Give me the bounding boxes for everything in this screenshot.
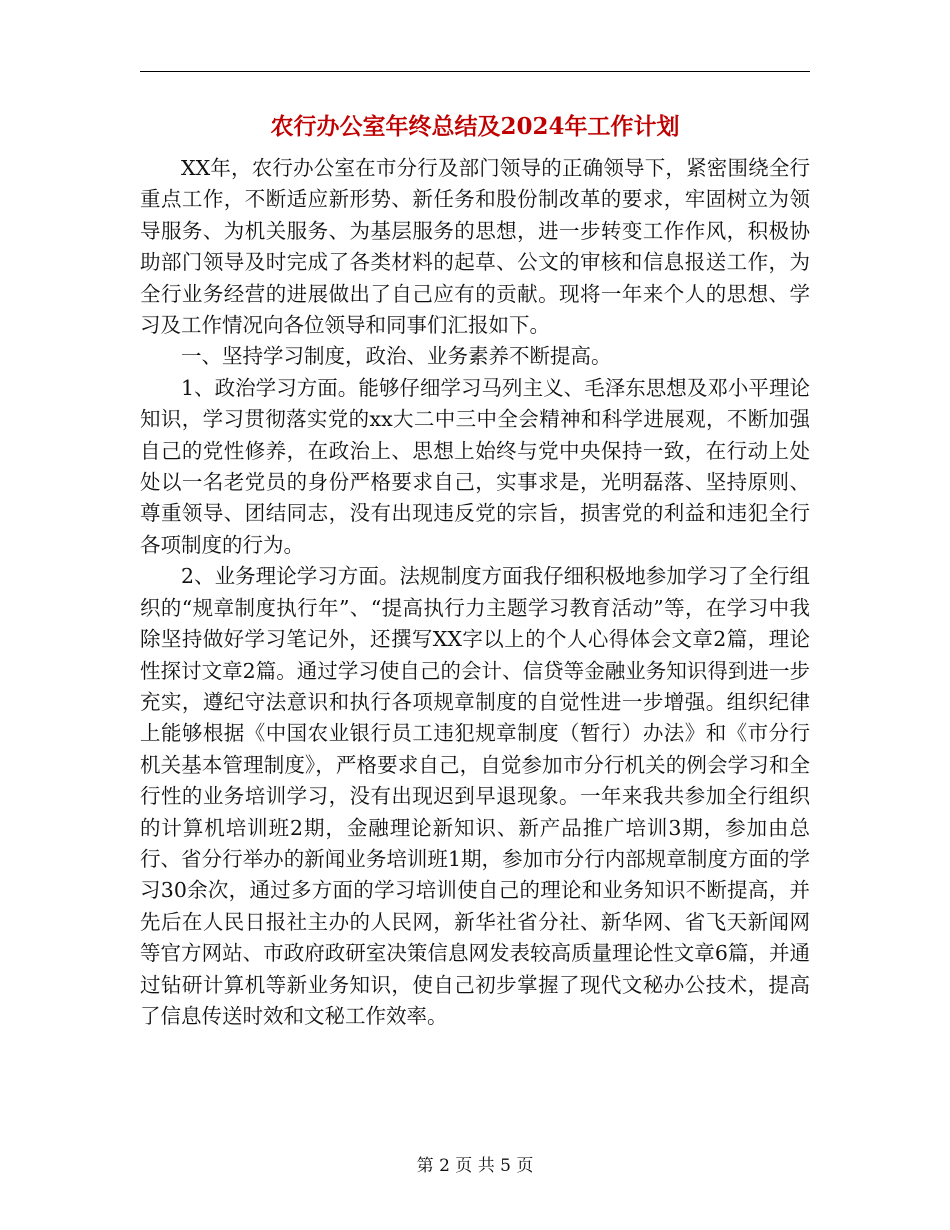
paragraph-business-study: 2、业务理论学习方面。法规制度方面我仔细积极地参加学习了全行组织的“规章制度执行年”、“提高执行力主题学习教育活动”等，在学习中我除坚持做好学习笔记外，还撰写XX字以上的个人心得体会文章2篇，理论性探讨文章2篇。通过学习使自己的会计、信贷等金融业务知识得到进一步充实，遵纪守法意识和执行各项规章制度的自觉性进一步增强。组织纪律上能够根据《中国农业银行员工违犯规章制度（暂行）办法》和《市分行机关基本管理制度》，严格要求自己，自觉参加市分行机关的例会学习和全行性的业务培训学习，没有出现迟到早退现象。一年来我共参加全行组织的计算机培训班2期，金融理论新知识、新产品推广培训3期，参加由总行、省分行举办的新闻业务培训班1期，参加市分行内部规章制度方面的学习30余次，通过多方面的学习培训使自己的理论和业务知识不断提高，并先后在人民日报社主办的人民网，新华社省分社、新华网、省飞天新闻网等官方网站、市政府政研室决策信息网发表较高质量理论性文章6篇，并通过钻研计算机等新业务知识，使自己初步掌握了现代文秘办公技术，提高了信息传送时效和文秘工作效率。 (140, 564, 810, 1028)
document-title: 农行办公室年终总结及2024年工作计划 (270, 113, 680, 140)
paragraph-section-heading: 一、坚持学习制度，政治、业务素养不断提高。 (181, 344, 612, 369)
page-number-footer: 第 2 页 共 5 页 (416, 1156, 534, 1176)
paragraph-intro: XX年，农行办公室在市分行及部门领导的正确领导下，紧密围绕全行重点工作，不断适应新形势、新任务和股份制改革的要求，牢固树立为领导服务、为机关服务、为基层服务的思想，进一步转变工作作风，积极协助部门领导及时完成了各类材料的起草、公文的审核和信息报送工作，为全行业务经营的进展做出了自己应有的贡献。现将一年来个人的思想、学习及工作情况向各位领导和同事们汇报如下。 (140, 156, 810, 338)
paragraph-political-study: 1、政治学习方面。能够仔细学习马列主义、毛泽东思想及邓小平理论知识，学习贯彻落实党的xx大二中三中全会精神和科学进展观，不断加强自己的党性修养，在政治上、思想上始终与党中央保持一致，在行动上处处以一名老党员的身份严格要求自己，实事求是，光明磊落、坚持原则、尊重领导、团结同志，没有出现违反党的宗旨，损害党的利益和违犯全行各项制度的行为。 (140, 375, 810, 557)
header-rule (140, 71, 810, 72)
document-body (140, 153, 810, 1032)
